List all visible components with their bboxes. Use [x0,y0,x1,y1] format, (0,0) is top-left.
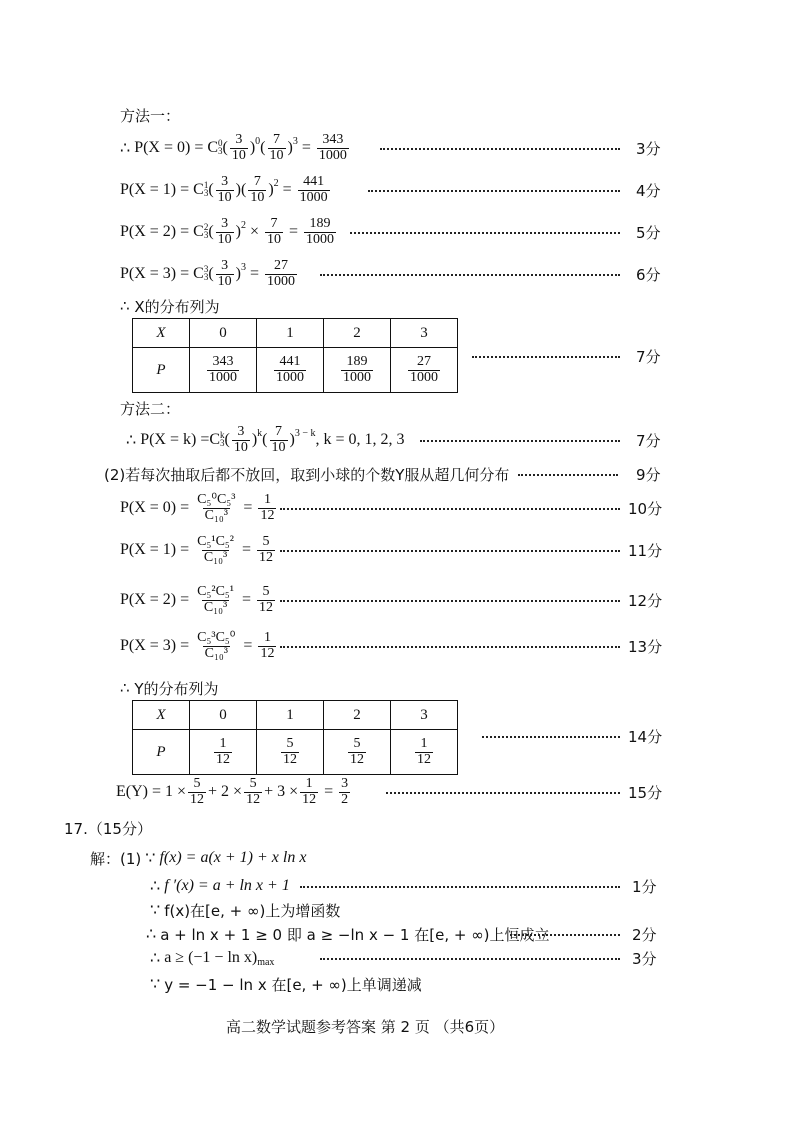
score-label: 5分 [636,224,661,242]
method2-title: 方法二： [120,399,181,418]
q17-line-4: ∴ a + ln x + 1 ≥ 0 即 a ≥ −ln x − 1 在[e, + ∞)上恒成立 [146,925,550,944]
score-label: 3分 [636,140,661,158]
score-label: 4分 [636,182,661,200]
dot-leader [280,600,620,602]
result-fraction: $\frac{343}{1000}$ [318,131,347,163]
method1-title: 方法一： [120,106,181,125]
combination-indices: 0 3 [218,138,223,156]
table-cell: 3 [391,319,458,348]
question-17-title: 17.（15分） [64,819,152,838]
part2-intro: (2)若每次抽取后都不放回，取到小球的个数Y服从超几何分布 [104,465,510,484]
score-label: 2分 [632,926,657,944]
table-cell: 0 [190,319,257,348]
prob-line-0: ∴ P(X = 0) = C 0 3 ( $\frac{3}{10}$ ) 0 ( $\frac{7}{10}$ ) 3 = $\frac{343}{1000}$ [120,131,347,163]
hyper-line-3: P(X = 3) = $\frac{\text{C₅³C₅⁰}}{\text{C₁₀³}}$ = $\frac{1}{12}$ [120,629,275,661]
dot-leader [320,274,620,276]
dist-title-x: ∴ X的分布列为 [120,297,220,316]
dot-leader [280,550,620,552]
table-cell: $\frac{1}{12}$ [190,730,257,775]
result-fraction: $\frac{1}{12}$ [260,491,275,523]
table-cell: 1 [257,701,324,730]
result-fraction: $\frac{5}{12}$ [259,583,274,615]
combination-indices: 2 3 [203,222,209,240]
hyper-line-2: P(X = 2) = $\frac{\text{C₅²C₅¹}}{\text{C₁₀³}}$ = $\frac{5}{12}$ [120,583,274,615]
dot-leader [420,440,620,442]
hyper-line-0: P(X = 0) = $\frac{\text{C₅⁰C₅³}}{\text{C₁₀³}}$ = $\frac{1}{12}$ [120,491,275,523]
fraction: $\frac{7}{10}$ [269,131,284,163]
result-fraction: $\frac{3}{2}$ [341,775,349,807]
page-footer: 高二数学试题参考答案 第 2 页 （共6页） [226,1018,505,1036]
dot-leader [350,232,620,234]
table-header-p: P [133,730,190,775]
fraction: $\frac{5}{12}$ [246,775,261,807]
table-cell: $\frac{27}{1000}$ [391,348,458,393]
fraction: $\frac{3}{10}$ [217,215,232,247]
table-cell: $\frac{5}{12}$ [257,730,324,775]
result-fraction: $\frac{27}{1000}$ [267,257,296,289]
fraction: $\frac{\text{C₅⁰C₅³}}{\text{C₁₀³}}$ [197,491,236,523]
dot-leader [518,474,618,476]
score-label: 13分 [628,638,663,656]
dot-leader [320,958,620,960]
dot-leader [300,886,620,888]
score-label: 3分 [632,950,657,968]
score-label: 1分 [632,878,657,896]
fraction: $\frac{\text{C₅¹C₅²}}{\text{C₁₀³}}$ [197,533,234,565]
result-fraction: $\frac{441}{1000}$ [299,173,328,205]
dot-leader [380,148,620,150]
table-header-x: X [133,319,190,348]
table-header-x: X [133,701,190,730]
fraction: $\frac{3}{10}$ [231,131,246,163]
therefore-symbol: ∴ [120,140,131,157]
fraction: $\frac{1}{12}$ [302,775,317,807]
score-label: 15分 [628,784,663,802]
table-cell: $\frac{5}{12}$ [324,730,391,775]
score-label: 7分 [636,348,661,366]
q17-line-6: ∵ y = −1 − ln x 在[e, + ∞)上单调递减 [150,975,422,994]
fraction: $\frac{5}{12}$ [190,775,205,807]
q17-line-2: ∴ f ′(x) = a + ln x + 1 [150,877,290,895]
combination-indices: 1 3 [203,180,209,198]
fraction: $\frac{3}{10}$ [217,257,232,289]
score-label: 6分 [636,266,661,284]
prob-line-1: P(X = 1) = C 1 3 ( $\frac{3}{10}$ )( $\frac{7}{10}$ ) 2 = $\frac{441}{1000}$ [120,173,328,205]
table-cell: $\frac{343}{1000}$ [190,348,257,393]
fraction: $\frac{3}{10}$ [217,173,232,205]
score-label: 14分 [628,728,663,746]
dot-leader [280,508,620,510]
combination-indices: k 3 [220,430,225,448]
prob-line-2: P(X = 2) = C 2 3 ( $\frac{3}{10}$ ) 2 × $\frac{7}{10}$ = $\frac{189}{1000}$ [120,215,335,247]
table-cell: 0 [190,701,257,730]
hyper-line-1: P(X = 1) = $\frac{\text{C₅¹C₅²}}{\text{C₁₀³}}$ = $\frac{5}{12}$ [120,533,274,565]
dot-leader [386,792,620,794]
table-cell: $\frac{1}{12}$ [391,730,458,775]
score-label: 9分 [636,466,661,484]
table-cell: 3 [391,701,458,730]
dot-leader [280,646,620,648]
q17-line-1: 解：(1) ∵ f(x) = a(x + 1) + x ln x [90,849,307,868]
score-label: 11分 [628,542,663,560]
table-header-p: P [133,348,190,393]
dot-leader [368,190,620,192]
score-label: 7分 [636,432,661,450]
fraction: $\frac{\text{C₅³C₅⁰}}{\text{C₁₀³}}$ [197,629,236,661]
table-cell: 1 [257,319,324,348]
fraction: $\frac{\text{C₅²C₅¹}}{\text{C₁₀³}}$ [197,583,234,615]
table-cell: 2 [324,319,391,348]
prob-line-3: P(X = 3) = C 3 3 ( $\frac{3}{10}$ ) 3 = $\frac{27}{1000}$ [120,257,296,289]
dot-leader [482,736,620,738]
table-cell: 2 [324,701,391,730]
result-fraction: $\frac{189}{1000}$ [306,215,335,247]
score-label: 12分 [628,592,663,610]
expectation-line: E(Y) = 1 × $\frac{5}{12}$ + 2 × $\frac{5}{12}$ + 3 × $\frac{1}{12}$ = $\frac{3}{2}$ [116,775,349,807]
result-fraction: $\frac{1}{12}$ [260,629,275,661]
q17-line-3: ∵ f(x)在[e, + ∞)上为增函数 [150,901,341,920]
table-cell: $\frac{441}{1000}$ [257,348,324,393]
combination-indices: 3 3 [203,264,209,282]
fraction: $\frac{3}{10}$ [233,423,248,455]
prob-lhs: P(X = 0) = C [134,139,219,156]
q17-line-5: ∴ a ≥ (−1 − ln x) max [150,949,275,968]
distribution-table-y [132,700,458,775]
result-fraction: $\frac{5}{12}$ [259,533,274,565]
fraction: $\frac{7}{10}$ [250,173,265,205]
table-cell: $\frac{189}{1000}$ [324,348,391,393]
dot-leader [472,356,620,358]
fraction: $\frac{7}{10}$ [271,423,286,455]
dist-title-y: ∴ Y的分布列为 [120,679,219,698]
fraction: $\frac{7}{10}$ [267,215,282,247]
distribution-table-x [132,318,458,393]
score-label: 10分 [628,500,663,518]
dot-leader [510,934,620,936]
method2-formula: ∴ P(X = k) =C k 3 ( $\frac{3}{10}$ ) k ( $\frac{7}{10}$ ) 3 − k , k = 0, 1, 2, 3 [126,423,405,455]
